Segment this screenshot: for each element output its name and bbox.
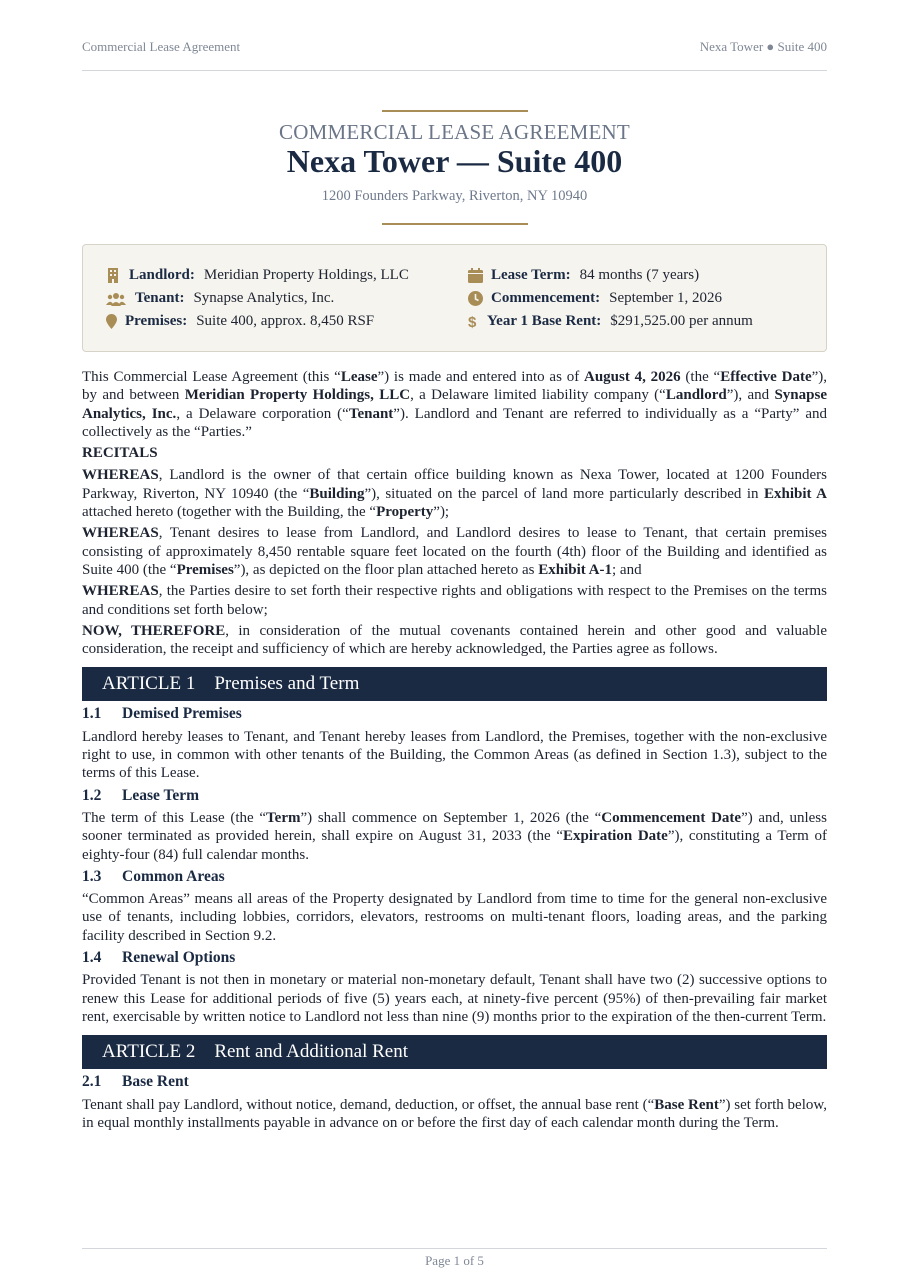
term-value: 84 months (7 years): [579, 267, 700, 283]
defined-term: Tenant: [348, 405, 394, 422]
clock-icon: [467, 291, 483, 307]
article-title: Rent and Additional Rent: [214, 1041, 409, 1063]
property-address: 1200 Founders Parkway, Riverton, NY 10940: [321, 188, 588, 204]
section-1-3-heading: [82, 868, 827, 886]
section-number: 1.2: [82, 786, 102, 804]
page-header: [82, 38, 827, 71]
premises-value: Suite 400, approx. 8,450 RSF: [196, 313, 375, 329]
landlord-value: Meridian Property Holdings, LLC: [203, 267, 409, 283]
section-title: Base Rent: [122, 1073, 189, 1091]
section-text: ”) and, unless sooner terminated as provided herein, shall expire on August 31, 2033 (the “: [82, 809, 827, 845]
summary-column-right: [467, 264, 753, 333]
page-title: Nexa Tower — Suite 400: [286, 143, 623, 179]
exhibit-ref: Exhibit A-1: [538, 561, 613, 578]
landlord-name: Meridian Property Holdings, LLC: [184, 387, 411, 404]
intro-text: ”), and: [726, 387, 775, 404]
article-number: ARTICLE 2: [102, 1041, 196, 1063]
section-1-1-text: Landlord hereby leases to Tenant, and Tenant hereby leases from Landlord, the Premises, together with the non-exclusive right to use, in common with other tenants of the Building, the Common Areas (as defined in Section 1.3), subject to the terms of this Lease.: [82, 728, 827, 782]
section-title: Demised Premises: [122, 705, 242, 723]
section-1-3-text: “Common Areas” means all areas of the Property designated by Landlord from time to time for the general non-exclusive use of tenants, including lobbies, corridors, elevators, restrooms on multi-tenant floors, loading areas, and the parking facility described in Section 9.2.: [82, 891, 827, 944]
summary-premises: [105, 310, 409, 333]
whereas-1: [82, 466, 827, 521]
article-title: Premises and Term: [214, 673, 360, 695]
defined-term: Effective Date: [720, 369, 812, 385]
section-text: ”), constituting a Term of eighty-four (84) full calendar months.: [82, 828, 827, 863]
whereas-3: [82, 582, 827, 619]
bottom-gold-rule: [382, 223, 528, 225]
defined-term: Expiration Date: [563, 828, 668, 845]
recital-text: ”), as depicted on the floor plan attached hereto as: [233, 561, 539, 578]
section-number: 1.4: [82, 949, 102, 967]
now-therefore: [82, 622, 827, 659]
section-number: 1.3: [82, 867, 102, 885]
section-2-1-text: [82, 1096, 827, 1133]
premises-label: Premises:: [125, 313, 188, 329]
intro-text: ”) is made and entered into as of: [377, 369, 584, 385]
document-kicker: COMMERCIAL LEASE AGREEMENT: [279, 120, 630, 144]
article-2-heading: [82, 1035, 827, 1069]
whereas-2: [82, 524, 827, 579]
header-property: Nexa Tower ● Suite 400: [699, 39, 827, 54]
landlord-label: Landlord:: [129, 267, 195, 283]
section-number: 2.1: [82, 1073, 102, 1091]
summary-landlord: [105, 264, 409, 287]
commencement-label: Commencement:: [491, 290, 601, 306]
top-gold-rule: [382, 110, 528, 112]
intro-paragraph: [82, 368, 827, 441]
section-1-2-text: [82, 809, 827, 864]
summary-commencement: [467, 287, 753, 310]
summary-term: [467, 264, 753, 287]
whereas-lead: WHEREAS: [82, 583, 159, 600]
section-text: The term of this Lease (the “: [82, 809, 267, 826]
intro-text: ”). Landlord and Tenant are referred to individually as a “Party” and collectively as the “Parties.”: [82, 405, 827, 440]
exhibit-ref: Exhibit A: [764, 485, 828, 502]
defined-term: Base Rent: [654, 1096, 719, 1113]
building-icon: [105, 268, 121, 284]
section-text: Tenant shall pay Landlord, without notice, demand, deduction, or offset, the annual base rent (“: [82, 1096, 655, 1113]
intro-text: (the “: [680, 369, 721, 385]
intro-text: , a Delaware corporation (“: [176, 405, 349, 422]
recital-text: , Landlord is the owner of that certain office building known as Nexa Tower, located at 1200 Founders Parkway, Riverton, NY 10940 (the “: [82, 467, 827, 502]
lease-summary-box: [82, 244, 827, 352]
intro-text: ”), by and between: [82, 369, 828, 404]
recitals-heading: RECITALS: [82, 445, 158, 462]
recital-text: , the Parties desire to set forth their respective rights and obligations with respect to the Premises on the terms and conditions set forth below;: [82, 583, 827, 618]
tenant-label: Tenant:: [135, 290, 185, 306]
defined-term: Landlord: [665, 387, 727, 404]
defined-term: Lease: [340, 369, 378, 385]
summary-rent: [467, 310, 753, 333]
effective-date-value: August 4, 2026: [583, 369, 681, 385]
header-doc-title: Commercial Lease Agreement: [82, 39, 241, 54]
title-block: [82, 110, 827, 225]
section-1-4-heading: [82, 949, 827, 967]
article-number: ARTICLE 1: [102, 673, 196, 695]
page-footer: [82, 1248, 827, 1269]
tenant-name: Synapse Analytics, Inc.: [82, 387, 827, 422]
intro-text: , a Delaware limited liability company (“: [410, 387, 666, 404]
whereas-lead: WHEREAS: [82, 467, 159, 484]
summary-tenant: [105, 287, 409, 310]
section-text: ”) set forth below, in equal monthly installments payable in advance on or before the first day of each calendar month during the Term.: [82, 1096, 827, 1131]
term-label: Lease Term:: [491, 267, 571, 283]
recital-text: , in consideration of the mutual covenants contained herein and other good and valuable consideration, the receipt and sufficiency of which are hereby acknowledged, the Parties agree as follows.: [82, 622, 827, 658]
intro-text: This Commercial Lease Agreement (this “: [82, 369, 341, 385]
defined-term: Commencement Date: [601, 809, 742, 826]
recital-text: ; and: [612, 561, 642, 578]
now-therefore-lead: NOW, THEREFORE: [82, 622, 226, 639]
recital-text: , Tenant desires to lease from Landlord, and Landlord desires to lease to Tenant, that certain premises consisting of approximately 8,450 rentable square feet located on the fourth (4th) floor of the Building and identified as Suite 400 (the “: [82, 525, 827, 578]
section-1-1-heading: [82, 705, 827, 723]
section-number: 1.1: [82, 705, 102, 723]
summary-column-left: [105, 264, 409, 333]
users-icon: [105, 291, 127, 307]
lease-body: [82, 368, 827, 1135]
calendar-icon: [467, 268, 483, 284]
whereas-lead: WHEREAS: [82, 525, 159, 542]
map-pin-icon: [105, 314, 117, 330]
section-title: Lease Term: [122, 786, 200, 804]
tenant-value: Synapse Analytics, Inc.: [193, 290, 335, 306]
article-1-heading: [82, 667, 827, 701]
section-title: Common Areas: [122, 867, 225, 885]
commencement-value: September 1, 2026: [609, 290, 723, 306]
section-text: ”) shall commence on September 1, 2026 (the “: [300, 809, 602, 826]
recital-text: ”);: [433, 504, 450, 521]
rent-value: $291,525.00 per annum: [610, 313, 753, 329]
section-1-4-text: Provided Tenant is not then in monetary or material non-monetary default, Tenant shall have two (2) successive options to renew this Lease for additional periods of five (5) years each, at ninety-five percent (95%) of then-prevailing fair market rent, exercisable by written notice to Landlord not less than nine (9) months prior to the expiration of the then-current Term.: [82, 972, 827, 1025]
recital-text: attached hereto (together with the Building, the “: [82, 504, 377, 521]
section-title: Renewal Options: [122, 949, 236, 967]
defined-term: Term: [266, 809, 301, 826]
recital-text: ”), situated on the parcel of land more particularly described in: [364, 485, 765, 502]
defined-term: Premises: [176, 561, 234, 578]
page-number: Page 1 of 5: [425, 1253, 484, 1268]
dollar-icon: [467, 314, 479, 330]
section-2-1-heading: [82, 1073, 827, 1091]
rent-label: Year 1 Base Rent:: [487, 313, 602, 329]
defined-term: Building: [309, 485, 365, 502]
defined-term: Property: [376, 504, 434, 521]
svg-text:$: $: [468, 313, 477, 330]
section-1-2-heading: [82, 787, 827, 805]
